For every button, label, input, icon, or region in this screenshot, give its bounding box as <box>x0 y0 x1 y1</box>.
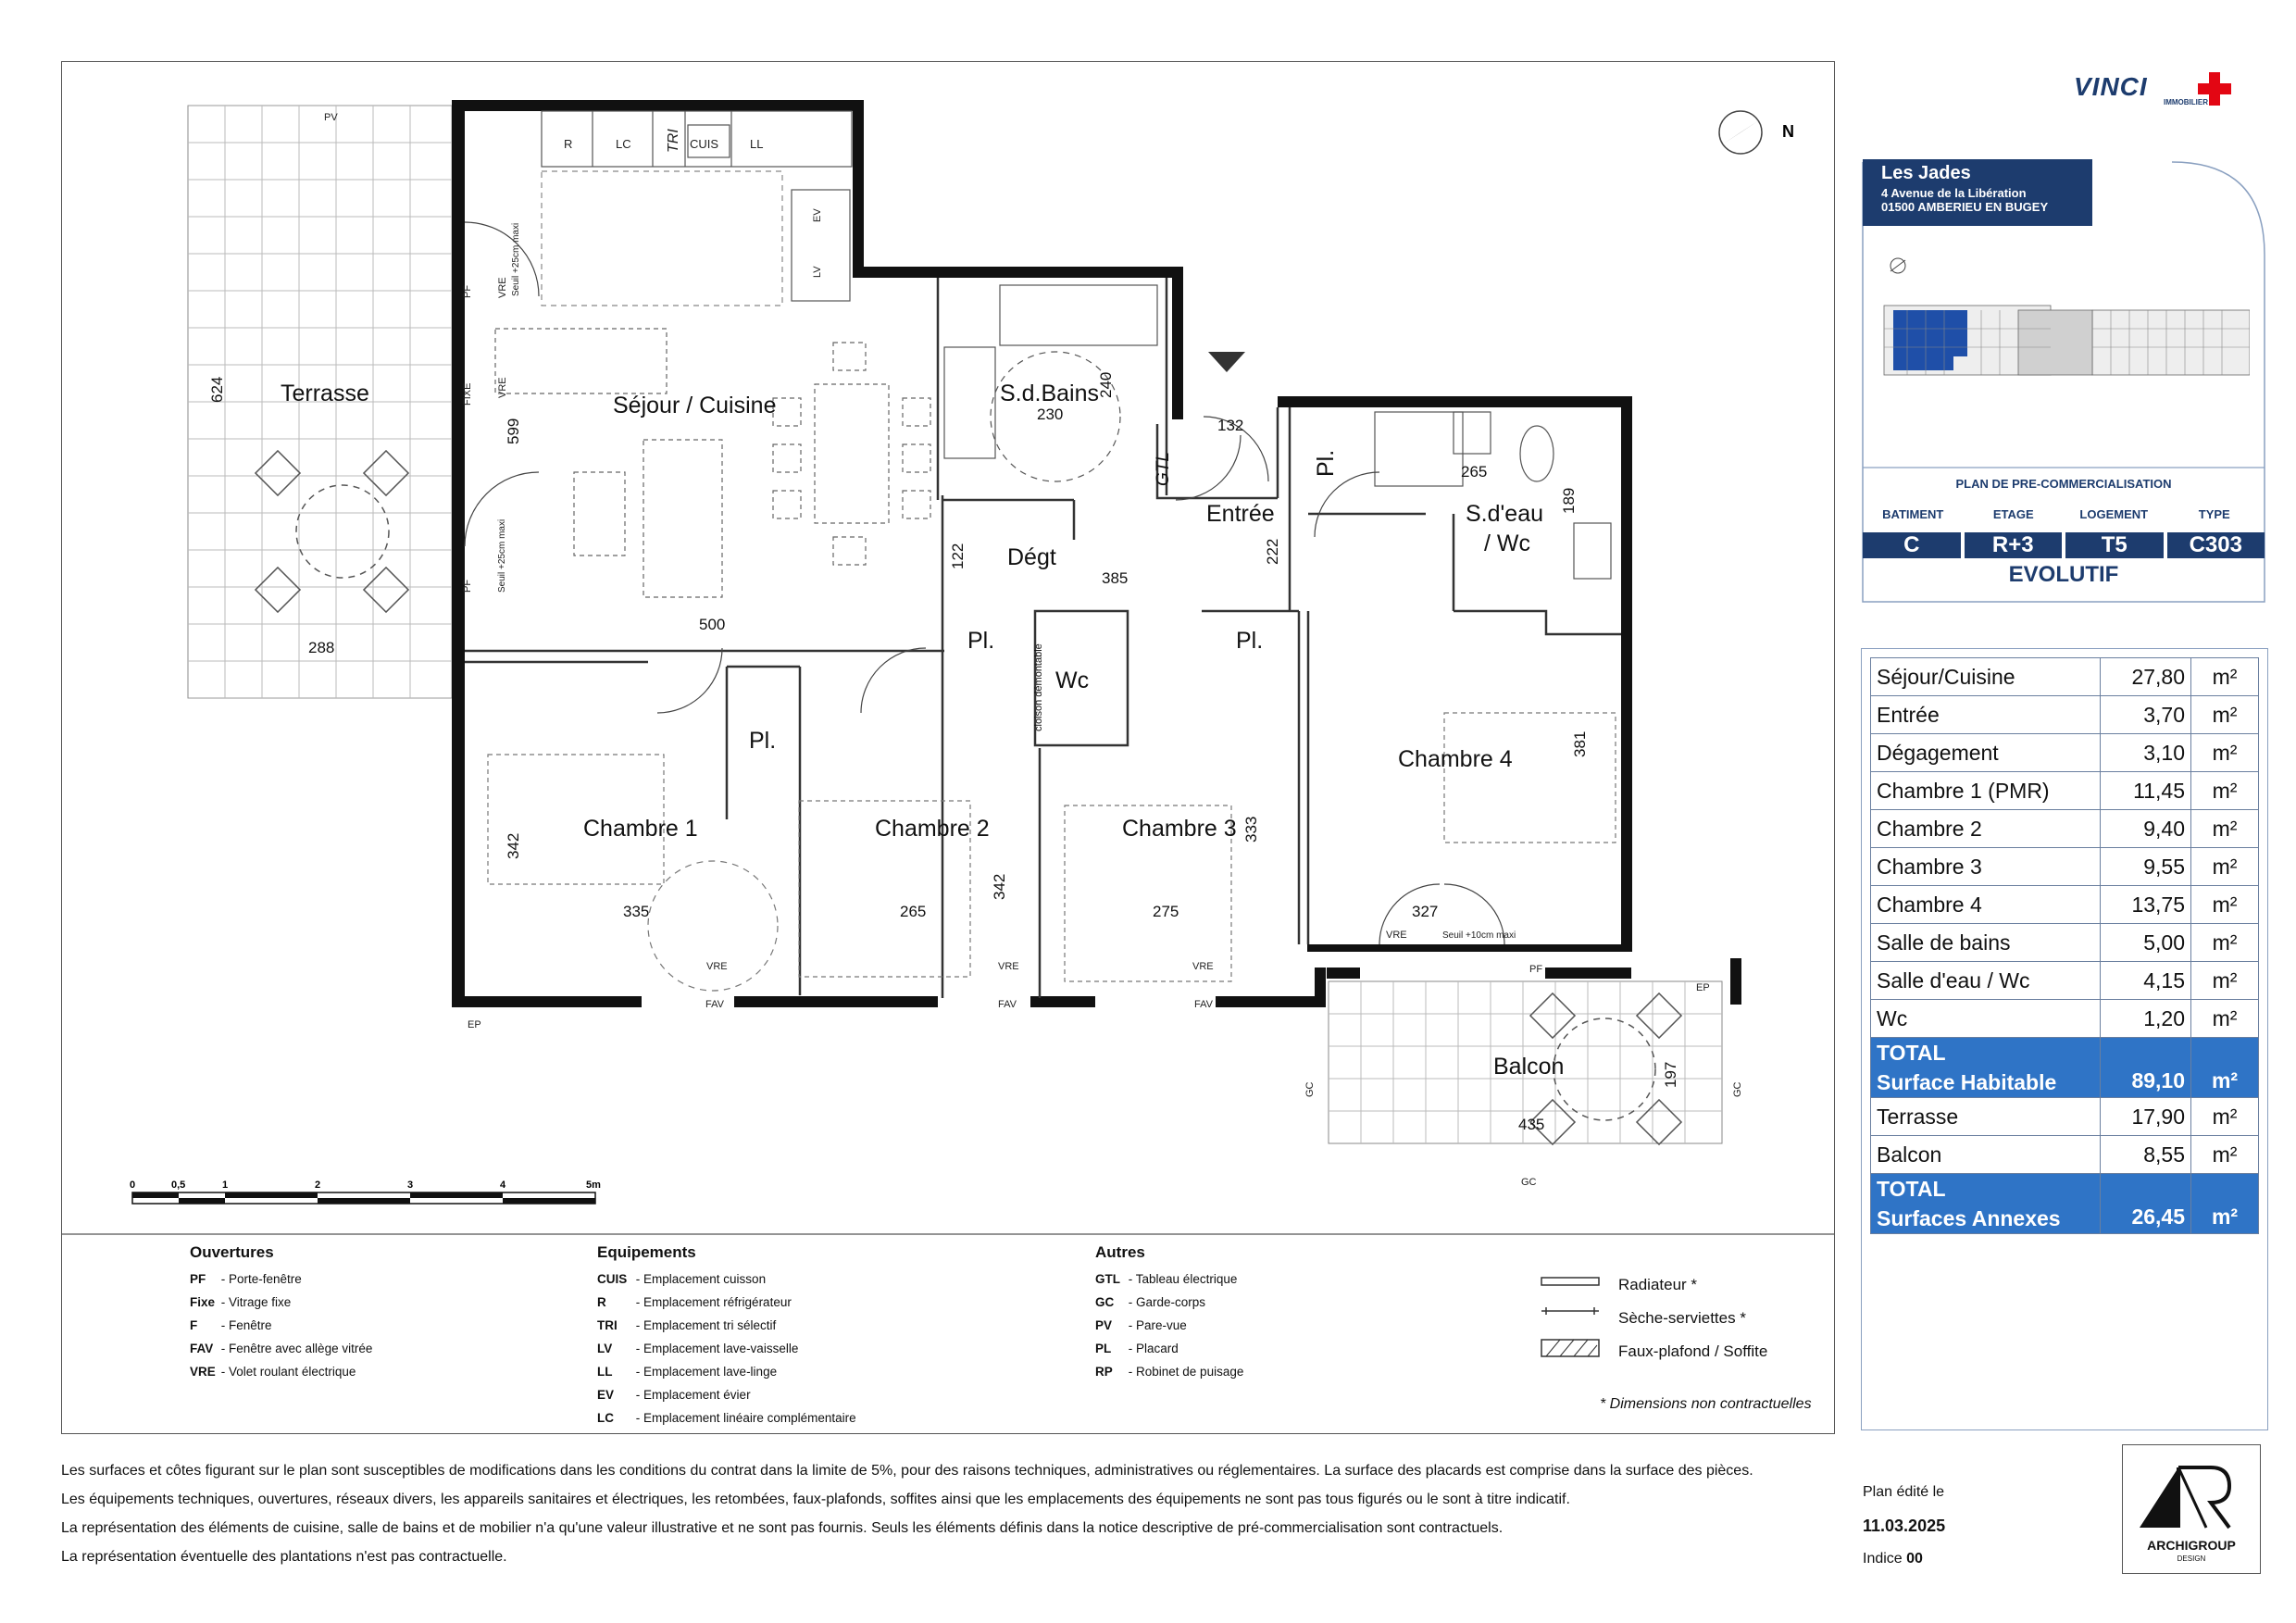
radiator-icon <box>1541 1278 1599 1285</box>
legend-symbol-labels <box>1618 1268 1767 1368</box>
annex-row: Terrasse 17,90 m² <box>1871 1098 2259 1136</box>
indice-line: Indice 00 <box>1863 1551 1923 1567</box>
label-entree: Entrée <box>1206 501 1275 527</box>
legend-item: RP - Robinet de puisage <box>1095 1365 1244 1379</box>
legend-title: Autres <box>1095 1243 1145 1261</box>
svg-text:5m: 5m <box>586 1180 601 1191</box>
annex-row: Balcon 8,55 m² <box>1871 1136 2259 1174</box>
surface-row: Séjour/Cuisine 27,80 m² <box>1871 658 2259 696</box>
legend-faux-plafond: Faux-plafond / Soffite <box>1618 1342 1768 1360</box>
svg-text:PF: PF <box>1529 964 1543 975</box>
towel-dryer-icon <box>1541 1307 1599 1315</box>
label-degt: Dégt <box>1007 544 1056 570</box>
svg-text:PF: PF <box>462 579 473 593</box>
project-name: Les Jades <box>1881 163 1971 183</box>
label-sde-wc: / Wc <box>1484 531 1530 556</box>
label-sde: S.d'eau <box>1466 501 1544 527</box>
info-table <box>1863 507 2265 588</box>
svg-text:3: 3 <box>407 1180 414 1191</box>
legend-autres <box>1095 1241 1336 1383</box>
disclaimer-line: La représentation éventuelle des plantations n'est pas contractuelle. <box>61 1549 507 1565</box>
surface-row: Dégagement 3,10 m² <box>1871 734 2259 772</box>
svg-text:FIXE: FIXE <box>462 382 473 406</box>
archigroup-name: ARCHIGROUP <box>2147 1538 2236 1553</box>
svg-text:LV: LV <box>812 266 823 278</box>
header-type: TYPE <box>2198 507 2230 521</box>
svg-text:335: 335 <box>623 903 650 920</box>
legend-item: LC - Emplacement linéaire complémentaire <box>597 1411 856 1425</box>
svg-text:Seuil +10cm maxi: Seuil +10cm maxi <box>1442 930 1516 941</box>
project-address2: 01500 AMBERIEU EN BUGEY <box>1881 200 2049 214</box>
svg-text:327: 327 <box>1412 903 1439 920</box>
svg-text:230: 230 <box>1037 406 1064 423</box>
svg-text:VRE: VRE <box>497 377 508 398</box>
legend-title: Equipements <box>597 1243 696 1261</box>
label-cloison: cloison démontable <box>1033 643 1044 731</box>
surface-row: Chambre 2 9,40 m² <box>1871 810 2259 848</box>
header-etage: ETAGE <box>1992 507 2034 521</box>
legend-item: LL - Emplacement lave-linge <box>597 1365 778 1379</box>
svg-text:0,5: 0,5 <box>171 1180 186 1191</box>
svg-text:VRE: VRE <box>998 961 1019 972</box>
mode-label: EVOLUTIF <box>2008 562 2119 587</box>
svg-text:VRE: VRE <box>1386 930 1407 941</box>
legend-radiateur: Radiateur * <box>1618 1276 1698 1293</box>
svg-text:122: 122 <box>949 543 967 569</box>
svg-text:R: R <box>564 137 573 151</box>
surface-row: Salle de bains 5,00 m² <box>1871 924 2259 962</box>
surfaces-table <box>1870 657 2259 1234</box>
archigroup-mark-icon <box>2123 1449 2260 1542</box>
legend-ouvertures <box>190 1241 421 1383</box>
legend-equipements <box>597 1241 903 1429</box>
disclaimer-line: Les surfaces et côtes figurant sur le plan sont susceptibles de modifications dans les conditions du contrat dans la limite de 5%, pour des raisons techniques, administratives ou réglementaires. La surface des placards est comprise dans la surface des pièces. <box>61 1463 1753 1479</box>
doc-type: PLAN DE PRE-COMMERCIALISATION <box>1955 477 2172 491</box>
svg-text:GC: GC <box>1521 1177 1537 1188</box>
entrance-arrow-icon <box>1208 352 1245 372</box>
scale-bar <box>130 1180 601 1204</box>
svg-text:342: 342 <box>991 873 1008 900</box>
label-pl-3: Pl. <box>1236 628 1264 654</box>
legend-item: TRI - Emplacement tri sélectif <box>597 1318 777 1332</box>
walls <box>452 100 1741 1007</box>
archigroup-logo <box>2122 1444 2261 1574</box>
label-pl-4: Pl. <box>1313 449 1339 477</box>
legend-seche-serviettes: Sèche-serviettes * <box>1618 1309 1746 1327</box>
legend-item: GC - Garde-corps <box>1095 1295 1206 1309</box>
label-balcon: Balcon <box>1493 1054 1565 1080</box>
svg-text:222: 222 <box>1264 538 1281 565</box>
svg-text:Seuil +25cm maxi: Seuil +25cm maxi <box>511 222 521 296</box>
value-etage: R+3 <box>1965 532 2063 558</box>
legend-note: * Dimensions non contractuelles <box>1600 1396 1812 1412</box>
legend-item: FAV - Fenêtre avec allège vitrée <box>190 1342 373 1355</box>
legend-title: Ouvertures <box>190 1243 274 1261</box>
svg-text:4: 4 <box>500 1180 506 1191</box>
label-gtl: GTL <box>1154 452 1173 486</box>
total-habitable-row: TOTAL Surface Habitable 89,10 m² <box>1871 1038 2259 1098</box>
surface-row: Chambre 4 13,75 m² <box>1871 886 2259 924</box>
svg-text:FAV: FAV <box>998 999 1017 1010</box>
svg-text:385: 385 <box>1102 569 1129 587</box>
edition-label: Plan édité le <box>1863 1484 1945 1500</box>
svg-text:500: 500 <box>699 616 726 633</box>
header-batiment: BATIMENT <box>1882 507 1944 521</box>
svg-text:342: 342 <box>505 832 522 859</box>
legend-item: GTL - Tableau électrique <box>1095 1272 1238 1286</box>
site-plan-thumbnail <box>1879 255 2250 403</box>
legend-item: CUIS - Emplacement cuisson <box>597 1272 767 1286</box>
svg-text:275: 275 <box>1153 903 1179 920</box>
svg-text:197: 197 <box>1662 1061 1679 1088</box>
svg-text:265: 265 <box>1461 463 1488 481</box>
svg-text:599: 599 <box>505 418 522 444</box>
north-arrow-icon <box>1719 111 1794 154</box>
label-ch2: Chambre 2 <box>875 816 990 842</box>
legend-item: VRE - Volet roulant électrique <box>190 1365 356 1379</box>
surface-row: Chambre 1 (PMR) 11,45 m² <box>1871 772 2259 810</box>
label-ch3: Chambre 3 <box>1122 816 1237 842</box>
surface-row: Wc 1,20 m² <box>1871 1000 2259 1038</box>
svg-text:LC: LC <box>616 137 631 151</box>
svg-text:2: 2 <box>315 1180 321 1191</box>
svg-text:FAV: FAV <box>1194 999 1213 1010</box>
svg-text:GC: GC <box>1304 1081 1316 1097</box>
disclaimer <box>61 1456 1857 1571</box>
vinci-logo-text: VINCI <box>2074 72 2148 101</box>
svg-text:TRI: TRI <box>666 129 681 153</box>
project-header <box>1863 159 2092 226</box>
edition-info <box>1863 1476 1945 1576</box>
legend-item: PF - Porte-fenêtre <box>190 1272 302 1286</box>
label-sdb: S.d.Bains <box>1000 381 1100 406</box>
svg-text:381: 381 <box>1571 730 1589 757</box>
floor-plan <box>61 61 1835 1434</box>
vinci-sub: IMMOBILIER <box>2164 98 2208 106</box>
surface-row: Chambre 3 9,55 m² <box>1871 848 2259 886</box>
value-type: C303 <box>2167 532 2265 558</box>
svg-text:FAV: FAV <box>705 999 724 1010</box>
header-logement: LOGEMENT <box>2079 507 2149 521</box>
archigroup-sub: DESIGN <box>2177 1554 2206 1563</box>
value-batiment: C <box>1863 532 1961 558</box>
edition-date: 11.03.2025 <box>1863 1517 1946 1535</box>
legend-item: PL - Placard <box>1095 1342 1179 1355</box>
label-ch4: Chambre 4 <box>1398 746 1513 772</box>
living-furniture <box>495 329 930 597</box>
svg-text:288: 288 <box>308 639 335 656</box>
svg-text:VRE: VRE <box>706 961 728 972</box>
label-ch1: Chambre 1 <box>583 816 698 842</box>
kitchen-labels <box>564 129 823 278</box>
label-terrasse: Terrasse <box>281 381 369 406</box>
svg-text:Seuil +25cm maxi: Seuil +25cm maxi <box>497 518 507 593</box>
svg-text:PV: PV <box>324 112 338 123</box>
legend-item: Fixe - Vitrage fixe <box>190 1295 292 1309</box>
vinci-logo <box>2074 72 2259 109</box>
svg-text:265: 265 <box>900 903 927 920</box>
svg-text:VRE: VRE <box>1192 961 1214 972</box>
legend-item: R - Emplacement réfrigérateur <box>597 1295 792 1309</box>
label-wc: Wc <box>1055 668 1090 693</box>
svg-text:189: 189 <box>1560 487 1578 514</box>
svg-text:GC: GC <box>1732 1081 1743 1097</box>
label-pl-1: Pl. <box>749 728 777 754</box>
project-address1: 4 Avenue de la Libération <box>1881 186 2027 200</box>
legend-item: F - Fenêtre <box>190 1318 272 1332</box>
total-annex-row: TOTAL Surfaces Annexes 26,45 m² <box>1871 1174 2259 1234</box>
legend-item: EV - Emplacement évier <box>597 1388 751 1402</box>
surface-row: Salle d'eau / Wc 4,15 m² <box>1871 962 2259 1000</box>
label-sejour: Séjour / Cuisine <box>613 393 777 418</box>
svg-text:N: N <box>1782 122 1794 141</box>
svg-text:624: 624 <box>208 376 226 403</box>
svg-text:EP: EP <box>468 1019 481 1030</box>
svg-text:435: 435 <box>1518 1116 1545 1133</box>
svg-text:132: 132 <box>1217 417 1244 434</box>
disclaimer-line: La représentation des éléments de cuisine, salle de bains et de mobilier n'a qu'une valeur illustrative et ne sont pas fournis. Seuls les éléments définis dans la notice descriptive de pré-commercialisation sont contractuels. <box>61 1520 1504 1536</box>
svg-text:1: 1 <box>222 1180 229 1191</box>
svg-text:LL: LL <box>750 137 764 151</box>
value-logement: T5 <box>2065 532 2164 558</box>
label-pl-2: Pl. <box>967 628 995 654</box>
svg-text:333: 333 <box>1242 816 1260 843</box>
legend-item: LV - Emplacement lave-vaisselle <box>597 1342 799 1355</box>
svg-text:CUIS: CUIS <box>690 137 719 151</box>
legend-item: PV - Pare-vue <box>1095 1318 1187 1332</box>
surface-row: Entrée 3,70 m² <box>1871 696 2259 734</box>
svg-text:EV: EV <box>812 208 823 222</box>
svg-text:EP: EP <box>1696 982 1710 993</box>
svg-text:PF: PF <box>462 284 473 298</box>
svg-text:VRE: VRE <box>497 277 508 298</box>
legend-symbols <box>1541 1278 1599 1356</box>
disclaimer-line: Les équipements techniques, ouvertures, réseaux divers, les appareils sanitaires et électriques, les retombées, faux-plafonds, soffites ainsi que les emplacements des équipements ne sont pas tous figurés ou le sont à titre indicatif. <box>61 1492 1570 1507</box>
svg-text:240: 240 <box>1097 371 1115 398</box>
room-labels <box>281 381 1564 1080</box>
svg-text:0: 0 <box>130 1180 136 1191</box>
